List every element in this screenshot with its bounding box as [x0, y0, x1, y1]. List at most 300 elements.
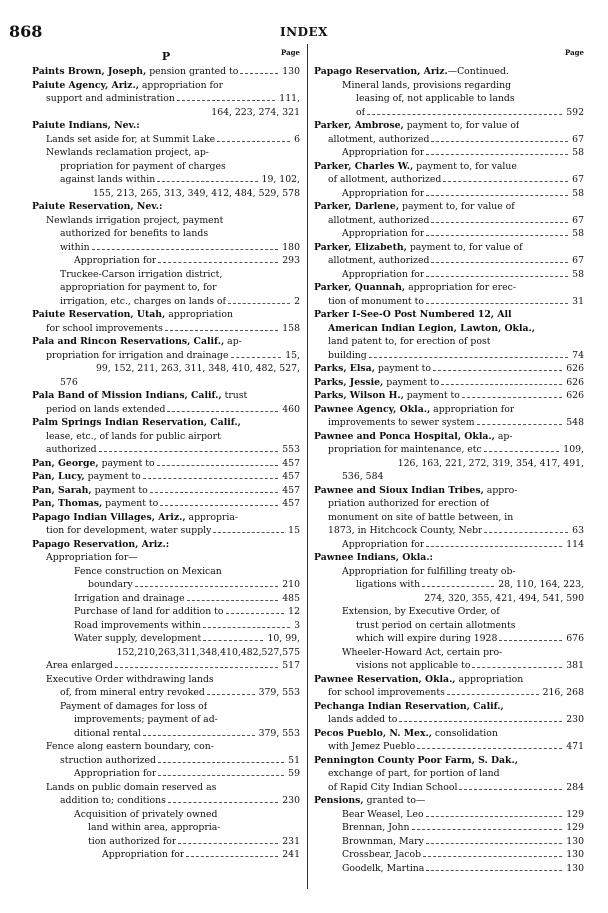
entry-text [60, 295, 226, 309]
entry-description: appro- [483, 484, 518, 496]
entry-text [60, 794, 166, 808]
entry-description: addition to; conditions [60, 795, 166, 806]
index-line [314, 524, 584, 538]
entry-text [32, 200, 162, 214]
entry-description: for school improvements [46, 322, 163, 334]
entry-description: Appropriation for [342, 187, 425, 199]
entry-heading: Paiute Reservation, Nev.: [32, 201, 163, 212]
index-line [32, 808, 300, 822]
dot-leader [475, 418, 565, 427]
index-line [314, 457, 584, 471]
entry-heading: Papago Reservation, Ariz. [314, 66, 448, 77]
dot-leader [226, 297, 292, 306]
index-line [32, 430, 300, 444]
entry-text [328, 767, 500, 781]
entry-text [328, 497, 489, 511]
entry-description: Acquisition of privately owned [74, 808, 218, 820]
entry-text [32, 470, 141, 484]
entry-heading: Pan, Sarah, [32, 484, 92, 496]
page-references: 28, 110, 164, 223, [498, 579, 584, 590]
page-references: 152,210,263,311,348,410,482,527,575 [116, 646, 300, 658]
dot-leader [441, 175, 570, 184]
index-line [32, 295, 300, 309]
entry-text [314, 389, 460, 403]
entry-text [46, 322, 163, 336]
index-line [314, 254, 584, 268]
index-line [314, 767, 584, 781]
dot-leader [155, 459, 281, 468]
entry-heading: Parker, Darlene, [314, 201, 400, 212]
entry-text [314, 308, 512, 322]
index-line [314, 119, 584, 133]
index-line [32, 686, 300, 700]
page-references: 6 [294, 133, 300, 145]
dot-leader [224, 607, 287, 616]
index-line [32, 389, 300, 403]
page-references: 130 [566, 835, 584, 847]
dot-leader [470, 661, 564, 670]
entry-description: authorized [46, 444, 97, 455]
dot-leader [166, 796, 280, 805]
page-references: 548 [566, 417, 584, 428]
entry-text [342, 146, 424, 160]
entry-description: which will expire during 1928 [356, 633, 498, 644]
index-line [32, 497, 300, 511]
entry-description: of, from mineral entry revoked [60, 687, 205, 698]
index-line [32, 322, 300, 336]
entry-description: Crossbear, Jacob [342, 849, 422, 860]
dot-leader [424, 864, 564, 873]
column-header [314, 48, 584, 65]
page-references: 67 [572, 133, 584, 145]
entry-text [74, 632, 201, 646]
entry-description: payment to [102, 498, 159, 509]
entry-description: Appropriation for [74, 768, 157, 779]
index-line [32, 740, 300, 754]
entry-heading: Paiute Reservation, Utah, [32, 309, 166, 320]
entry-text [314, 160, 517, 174]
entry-description: trust [221, 390, 248, 401]
entry-heading: Pecos Pueblo, N. Mex., [314, 727, 432, 739]
entry-description: Bear Weasel, Leo [342, 808, 424, 820]
entry-description: tion of monument to [328, 295, 424, 307]
entry-text [328, 349, 367, 363]
page-column-label: Page [565, 48, 584, 57]
entry-text [328, 781, 457, 795]
entry-text [314, 727, 498, 741]
index-line [314, 470, 584, 484]
entry-text [356, 106, 365, 120]
entry-text [74, 254, 156, 268]
entry-description: Wheeler-Howard Act, certain pro- [342, 646, 503, 658]
entry-text [60, 754, 156, 768]
dot-leader [155, 175, 259, 184]
page-references: 114 [566, 538, 584, 550]
entry-text [74, 565, 222, 579]
entry-text [32, 119, 140, 133]
page-references: 2 [294, 295, 300, 307]
entry-text [328, 254, 429, 268]
index-line [314, 538, 584, 552]
entry-description: payment to [98, 457, 155, 469]
page-references: 67 [572, 174, 584, 185]
page-references: 130 [566, 849, 584, 860]
entry-text [314, 362, 431, 376]
entry-heading: Papago Indian Villages, Ariz., [32, 511, 186, 523]
entry-description: consolidation [431, 727, 498, 739]
index-line [314, 308, 584, 322]
entry-description: propriation for payment of charges [60, 160, 226, 172]
page-references: 109, [563, 444, 584, 455]
entry-text [342, 538, 424, 552]
index-line [32, 362, 300, 376]
index-line [314, 632, 584, 646]
index-line [32, 79, 300, 93]
index-line [32, 281, 300, 295]
page-references: 129 [566, 808, 584, 820]
entry-heading: Pawnee Agency, Okla., [314, 403, 431, 415]
entry-description: Goodelk, Martina [342, 862, 425, 874]
index-entry-list [314, 65, 584, 875]
index-line [314, 268, 584, 282]
entry-description: Appropriation for [74, 255, 157, 266]
dot-leader [457, 783, 564, 792]
entry-text [342, 187, 424, 201]
index-line [314, 727, 584, 741]
entry-description: improvements; payment of ad- [74, 714, 218, 725]
index-line [314, 605, 584, 619]
index-line [32, 308, 300, 322]
page-references: 111, [279, 93, 300, 104]
entry-description: Appropriation for [342, 268, 425, 280]
entry-description: appropria- [185, 511, 239, 523]
entry-description: propriation for irrigation and drainage [46, 349, 229, 361]
page-column-label: Page [281, 48, 300, 57]
index-line [314, 349, 584, 363]
entry-text [32, 389, 247, 403]
index-line [32, 416, 300, 430]
dot-leader [429, 256, 570, 265]
entry-text [60, 227, 208, 241]
entry-text [46, 214, 223, 228]
entry-text [46, 551, 138, 565]
index-line [32, 349, 300, 363]
entry-description: for school improvements [328, 687, 445, 698]
entry-description: land within area, appropria- [88, 822, 221, 833]
entry-heading: Pala and Rincon Reservations, Calif., [32, 336, 225, 347]
index-line [314, 160, 584, 174]
entry-text [60, 241, 90, 255]
entry-heading: Palm Springs Indian Reservation, Calif., [32, 417, 241, 428]
entry-description: payment to, for value [413, 160, 517, 172]
dot-leader [424, 837, 564, 846]
entry-description: boundary [88, 579, 133, 590]
entry-heading: Pan, Lucy, [32, 471, 85, 482]
entry-text [46, 146, 209, 160]
dot-leader [141, 472, 281, 481]
index-line [32, 376, 300, 390]
page-references: 12 [288, 606, 300, 617]
index-line [32, 727, 300, 741]
dot-leader [113, 661, 280, 670]
entry-description: payment to [383, 376, 440, 388]
dot-leader [429, 216, 570, 225]
index-line [314, 79, 584, 93]
entry-description: with Jemez Pueblo [328, 741, 416, 752]
entry-description: of allotment, authorized [328, 174, 442, 185]
index-line [32, 538, 300, 552]
page-references: 216, 268 [542, 687, 584, 698]
index-line [32, 767, 300, 781]
index-line [32, 848, 300, 862]
index-line [314, 754, 584, 768]
entry-text [314, 241, 523, 255]
page-references: 231 [282, 835, 300, 847]
entry-text [46, 349, 229, 363]
index-line [32, 160, 300, 174]
entry-description: allotment, authorized [328, 214, 430, 226]
index-line [314, 835, 584, 849]
entry-description: Lands on public domain reserved as [46, 781, 217, 793]
entry-text [32, 511, 238, 525]
entry-text [88, 835, 176, 849]
entry-description: Appropriation for— [46, 552, 138, 563]
index-line [314, 646, 584, 660]
entry-text [88, 578, 133, 592]
index-line [314, 146, 584, 160]
page-references: 379, 553 [258, 727, 300, 739]
index-line [314, 389, 584, 403]
index-line [314, 133, 584, 147]
index-line [314, 673, 584, 687]
entry-text [46, 443, 97, 457]
entry-text [46, 524, 211, 538]
index-line [32, 457, 300, 471]
index-column-left [32, 48, 300, 862]
entry-description: Appropriation for [342, 538, 425, 550]
index-line [314, 430, 584, 444]
index-line [314, 416, 584, 430]
index-line [314, 862, 584, 876]
page-references: 457 [282, 457, 300, 469]
page-references: 230 [566, 714, 584, 725]
index-line [32, 794, 300, 808]
entry-text [88, 821, 220, 835]
entry-text [328, 335, 490, 349]
entry-text [328, 740, 415, 754]
dot-leader [156, 256, 280, 265]
entry-description: Appropriation for [342, 147, 425, 158]
entry-description: Purchase of land for addition to [74, 606, 224, 617]
entry-description: —Continued. [447, 66, 509, 77]
page-references: 553 [282, 444, 300, 455]
dot-leader [424, 297, 570, 306]
entry-text [74, 767, 156, 781]
entry-description: lands added to [328, 714, 398, 725]
entry-text [342, 821, 410, 835]
entry-heading: Parker I-See-O Post Numbered 12, All [314, 309, 512, 320]
page-references: 158 [282, 322, 300, 334]
dot-leader [156, 769, 286, 778]
entry-description: authorized for benefits to lands [60, 228, 209, 239]
page-references: 457 [282, 484, 300, 496]
entry-text [46, 92, 175, 106]
index-line [32, 119, 300, 133]
page-references: 10, 99, [267, 633, 300, 644]
entry-text [342, 848, 421, 862]
entry-description: Payment of damages for loss of [60, 700, 208, 712]
dot-leader [429, 135, 570, 144]
index-line [32, 646, 300, 660]
entry-text [356, 659, 470, 673]
entry-description: visions not applicable to [356, 660, 471, 671]
index-line [32, 214, 300, 228]
entry-heading: Paints Brown, Joseph, [32, 66, 147, 77]
dot-leader [148, 486, 281, 495]
entry-text [46, 673, 214, 687]
entry-text [356, 632, 497, 646]
entry-text [342, 862, 424, 876]
entry-heading: Parks, Jessie, [314, 376, 384, 388]
entry-text [328, 686, 445, 700]
entry-text [74, 592, 185, 606]
page-references: 460 [282, 403, 300, 415]
entry-description: appropriation [165, 309, 233, 320]
entry-description: payment to, for value of [406, 241, 523, 253]
entry-description: Newlands irrigation project, payment [46, 214, 224, 226]
entry-text [46, 659, 113, 673]
index-line [32, 335, 300, 349]
entry-text [356, 92, 515, 106]
index-line [32, 821, 300, 835]
dot-leader [201, 621, 292, 630]
entry-description: Brownman, Mary [342, 835, 424, 847]
index-line [32, 470, 300, 484]
entry-description: ap- [224, 336, 242, 347]
index-line [314, 295, 584, 309]
index-line [314, 214, 584, 228]
dot-leader [482, 445, 562, 454]
page-references: 274, 320, 355, 421, 494, 541, 590 [424, 592, 584, 604]
entry-description: Lands set aside for, at Summit Lake [46, 133, 216, 145]
index-line [32, 754, 300, 768]
entry-text [314, 430, 512, 444]
dot-leader [439, 378, 564, 387]
entry-text [342, 835, 424, 849]
entry-description: Fence construction on Mexican [74, 565, 222, 577]
entry-text [60, 281, 217, 295]
index-line [314, 362, 584, 376]
page-references: 210 [282, 579, 300, 590]
entry-description: within [60, 241, 90, 253]
entry-text [314, 673, 523, 687]
entry-description: appropriation for [138, 79, 224, 91]
entry-description: allotment, authorized [328, 255, 430, 266]
entry-text [314, 403, 514, 417]
page-references: 51 [288, 754, 300, 766]
entry-text [60, 700, 207, 714]
page-references: 58 [572, 268, 584, 280]
entry-text [328, 524, 482, 538]
dot-leader [460, 391, 564, 400]
entry-description: irrigation, etc., charges on lands of [60, 295, 226, 307]
index-line [32, 524, 300, 538]
index-line [32, 605, 300, 619]
page-references: 130 [566, 862, 584, 874]
entry-description: appropriation for [430, 403, 515, 415]
dot-leader [397, 715, 564, 724]
index-line [314, 700, 584, 714]
dot-leader [238, 67, 280, 76]
index-line [32, 700, 300, 714]
entry-heading: Pawnee and Ponca Hospital, Okla., [314, 430, 495, 442]
index-line [32, 403, 300, 417]
index-line [314, 619, 584, 633]
index-line [32, 65, 300, 79]
index-line [32, 92, 300, 106]
entry-description: Fence along eastern boundary, con- [46, 741, 214, 752]
index-line [32, 592, 300, 606]
entry-text [328, 173, 441, 187]
index-line [32, 106, 300, 120]
index-line [32, 565, 300, 579]
dot-leader [133, 580, 281, 589]
entry-text [342, 268, 424, 282]
entry-text [32, 497, 158, 511]
page-references: 59 [288, 768, 300, 779]
entry-description: ditional rental [74, 727, 141, 739]
entry-heading: Paiute Indians, Nev.: [32, 120, 140, 131]
entry-description: Newlands reclamation project, ap- [46, 147, 209, 158]
entry-description: granted to— [363, 795, 426, 806]
page-references: 180 [282, 241, 300, 253]
page-references: 129 [566, 822, 584, 833]
dot-leader [201, 634, 265, 643]
entry-text [102, 848, 184, 862]
index-line [314, 335, 584, 349]
entry-description: payment to [84, 471, 141, 482]
dot-leader [184, 850, 280, 859]
entry-text [314, 65, 509, 79]
index-line [314, 551, 584, 565]
index-line [314, 92, 584, 106]
page-references: 15, [285, 349, 300, 361]
index-line [32, 484, 300, 498]
entry-description: Extension, by Executive Order, of [342, 606, 500, 617]
page-references: 15 [288, 525, 300, 536]
page-references: 3 [294, 619, 300, 631]
dot-leader [424, 148, 570, 157]
dot-leader [497, 634, 564, 643]
entry-text [46, 740, 214, 754]
entry-description: Brennan, John [342, 822, 410, 833]
dot-leader [158, 499, 280, 508]
index-line [32, 511, 300, 525]
dot-leader [205, 688, 257, 697]
page-references: 67 [572, 255, 584, 266]
index-line [314, 781, 584, 795]
index-line [314, 848, 584, 862]
entry-text [328, 214, 429, 228]
index-line [314, 686, 584, 700]
index-line [32, 133, 300, 147]
entry-description: leasing of, not applicable to lands [356, 93, 515, 104]
entry-text [46, 430, 221, 444]
entry-heading: Pan, Thomas, [32, 498, 103, 509]
entry-description: ligations with [356, 579, 421, 590]
page-references: 126, 163, 221, 272, 319, 354, 417, 491, [397, 457, 584, 469]
entry-text [356, 619, 516, 633]
